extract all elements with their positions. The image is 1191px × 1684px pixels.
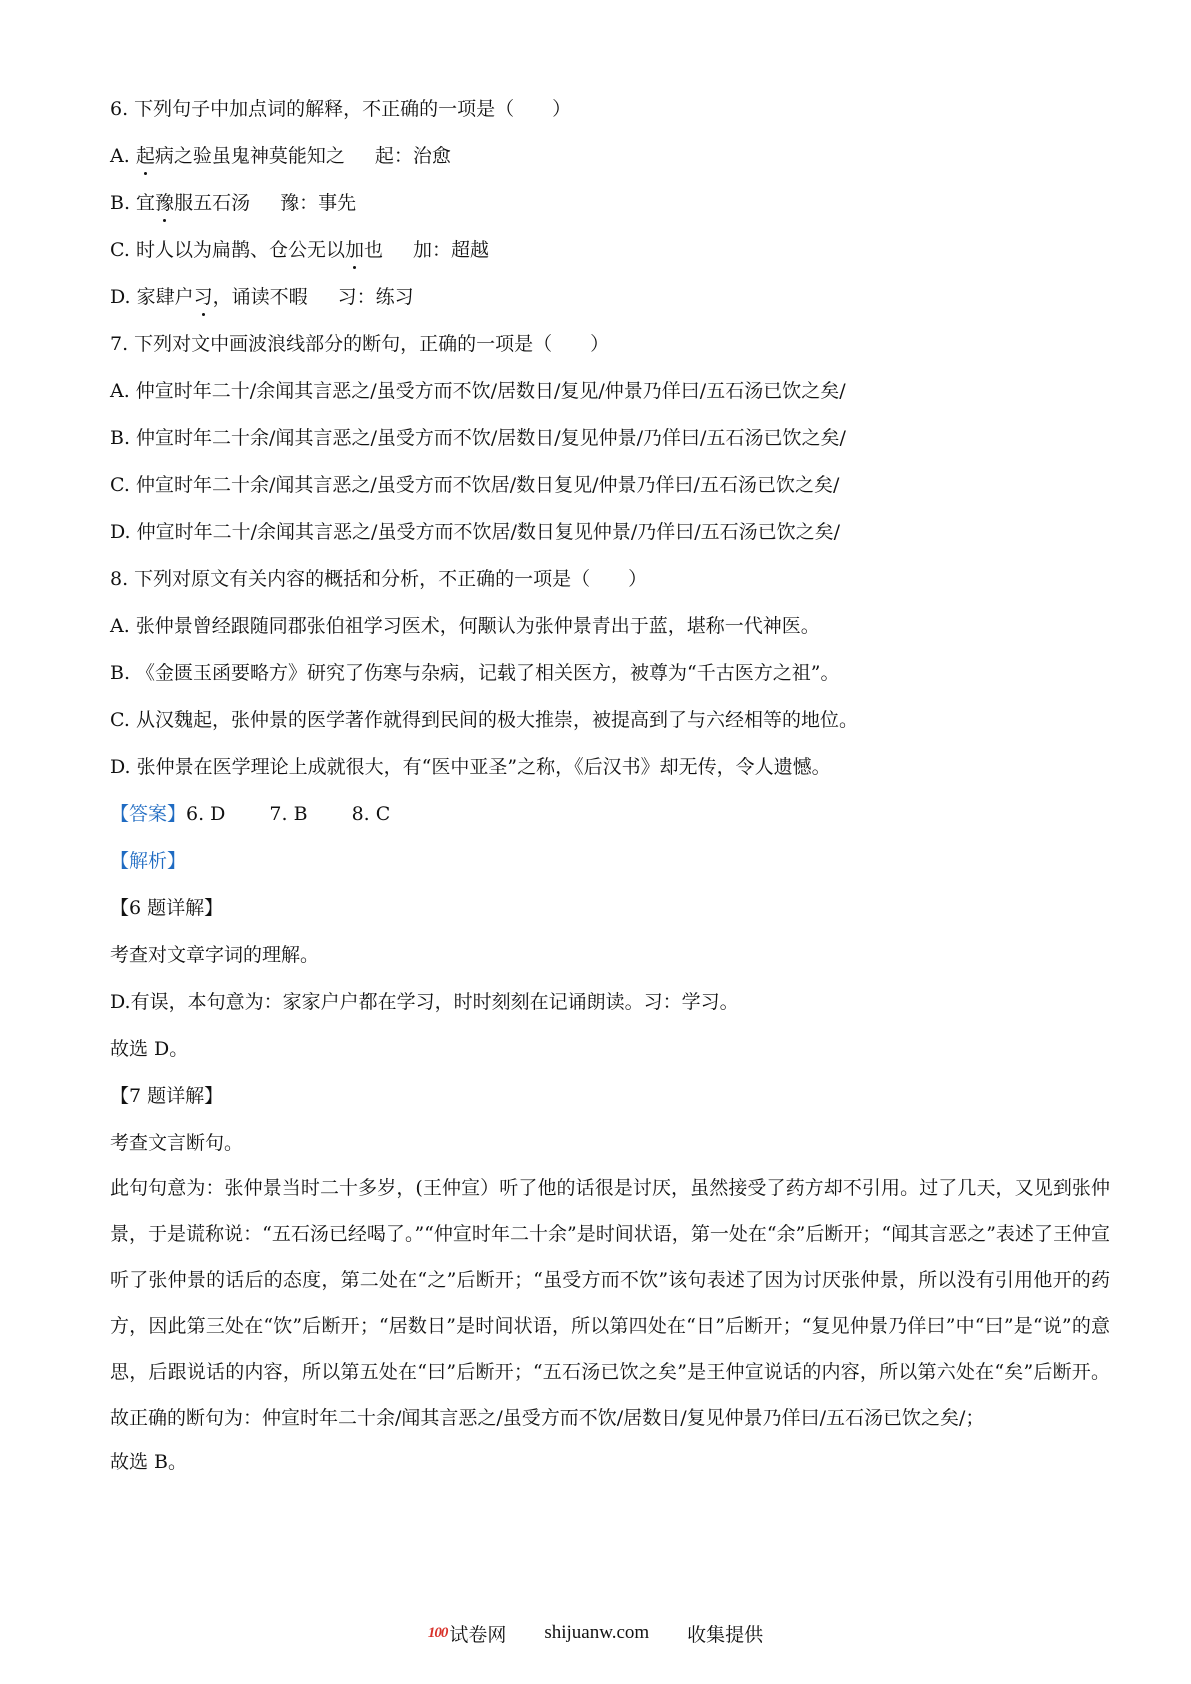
dotted-word: 豫: [155, 192, 175, 214]
option-gloss: 加：超越: [412, 239, 489, 261]
site-brand: 试卷网: [449, 1624, 507, 1646]
answer-6: 6. D: [186, 803, 226, 825]
option-prefix: A.: [110, 145, 136, 167]
answer-8: 8. C: [351, 803, 391, 825]
option-text: 也: [363, 239, 383, 261]
site-url: shijuanw.com: [544, 1622, 650, 1643]
question-8-option-b: B. 《金匮玉函要略方》研究了伤寒与杂病，记载了相关医方，被尊为“千古医方之祖”。: [110, 662, 840, 684]
question-6-option-d: [110, 284, 1110, 310]
detail-7-title: 【7 题详解】: [110, 1085, 224, 1107]
detail-7-intro: 考查文言断句。: [110, 1132, 244, 1154]
question-7-option-d: D. 仲宣时年二十/余闻其言恶之/虽受方而不饮居/数日复见仲景/乃佯曰/五石汤已饮之矣/: [110, 521, 841, 543]
question-7-option-a: A. 仲宣时年二十/余闻其言恶之/虽受方而不饮/居数日/复见/仲景乃佯曰/五石汤已饮之矣/: [110, 380, 846, 402]
question-6-option-c: [110, 237, 1110, 263]
question-6-stem: 6. 下列句子中加点词的解释，不正确的一项是（ ）: [110, 98, 572, 120]
question-7-option-c: C. 仲宣时年二十余/闻其言恶之/虽受方而不饮居/数日复见/仲景乃佯曰/五石汤已饮之矣/: [110, 474, 840, 496]
option-prefix: B. 宜: [110, 192, 156, 214]
detail-6-line: D.有误，本句意为：家家户户都在学习，时时刻刻在记诵朗读。习：学习。: [110, 991, 739, 1013]
site-logo: 100: [427, 1624, 448, 1641]
answer-7: 7. B: [269, 803, 308, 825]
dotted-word: 起: [135, 145, 155, 167]
page-footer: [0, 1618, 1191, 1648]
option-text: 服五石汤: [174, 192, 251, 214]
question-6-option-b: [110, 190, 1110, 216]
option-gloss: 起：治愈: [374, 145, 451, 167]
question-7-option-b: B. 仲宣时年二十余/闻其言恶之/虽受方而不饮/居数日/复见仲景/乃佯曰/五石汤已饮之矣/: [110, 427, 846, 449]
question-8-option-c: C. 从汉魏起，张仲景的医学著作就得到民间的极大推崇，被提高到了与六经相等的地位。: [110, 709, 858, 731]
option-gloss: 豫：事先: [280, 192, 357, 214]
dotted-word: 加: [344, 239, 364, 261]
question-8-stem: 8. 下列对原文有关内容的概括和分析，不正确的一项是（ ）: [110, 568, 648, 590]
answer-label: 【答案】: [110, 803, 187, 825]
detail-6-line: 故选 D。: [110, 1038, 189, 1060]
question-6-option-a: [110, 143, 1110, 169]
question-8-option-d: D. 张仲景在医学理论上成就很大，有“医中亚圣”之称，《后汉书》却无传，令人遗憾。: [110, 756, 831, 778]
option-gloss: 习：练习: [337, 286, 414, 308]
option-prefix: D. 家肆户: [110, 286, 194, 308]
detail-7-conclusion: 故选 B。: [110, 1451, 188, 1473]
answer-line: [110, 801, 1110, 827]
detail-7-paragraph: 此句句意为：张仲景当时二十多岁，(王仲宣）听了他的话很是讨厌，虽然接受了药方却不引用。过了几天，又见到张仲景，于是谎称说：“五石汤已经喝了。”“仲宣时年二十余”是时间状语，第一处在“余”后断开；“闻其言恶之”表述了王仲宣听了张仲景的话后的态度，第二处在“之”后断开；“虽受方而不饮”该句表述了因为讨厌张仲景，所以没有引用他开的药方，因此第三处在“饮”后断开；“居数日”是时间状语，所以第四处在“日”后断开；“复见仲景乃佯曰”中“曰”是“说”的意思，后跟说话的内容，所以第五处在“曰”后断开；“五石汤已饮之矣”是王仲宣说话的内容，所以第六处在“矣”后断开。故正确的断句为：仲宣时年二十余/闻其言恶之/虽受方而不饮/居数日/复见仲景乃佯曰/五石汤已饮之矣/；: [110, 1177, 1110, 1429]
question-8-option-a: A. 张仲景曾经跟随同郡张伯祖学习医术，何颙认为张仲景青出于蓝，堪称一代神医。: [110, 615, 820, 637]
dotted-word: 习: [193, 286, 213, 308]
analysis-label: 【解析】: [110, 850, 187, 872]
detail-6-line: 考查对文章字词的理解。: [110, 944, 320, 966]
footer-provided: 收集提供: [687, 1624, 764, 1646]
option-text: 病之验虽鬼神莫能知之: [154, 145, 345, 167]
detail-6-title: 【6 题详解】: [110, 897, 224, 919]
option-prefix: C. 时人以为扁鹊、仓公无以: [110, 239, 345, 261]
document-body: [110, 96, 1110, 1475]
option-text: ，诵读不暇: [212, 286, 308, 308]
question-7-stem: 7. 下列对文中画波浪线部分的断句，正确的一项是（ ）: [110, 333, 610, 355]
